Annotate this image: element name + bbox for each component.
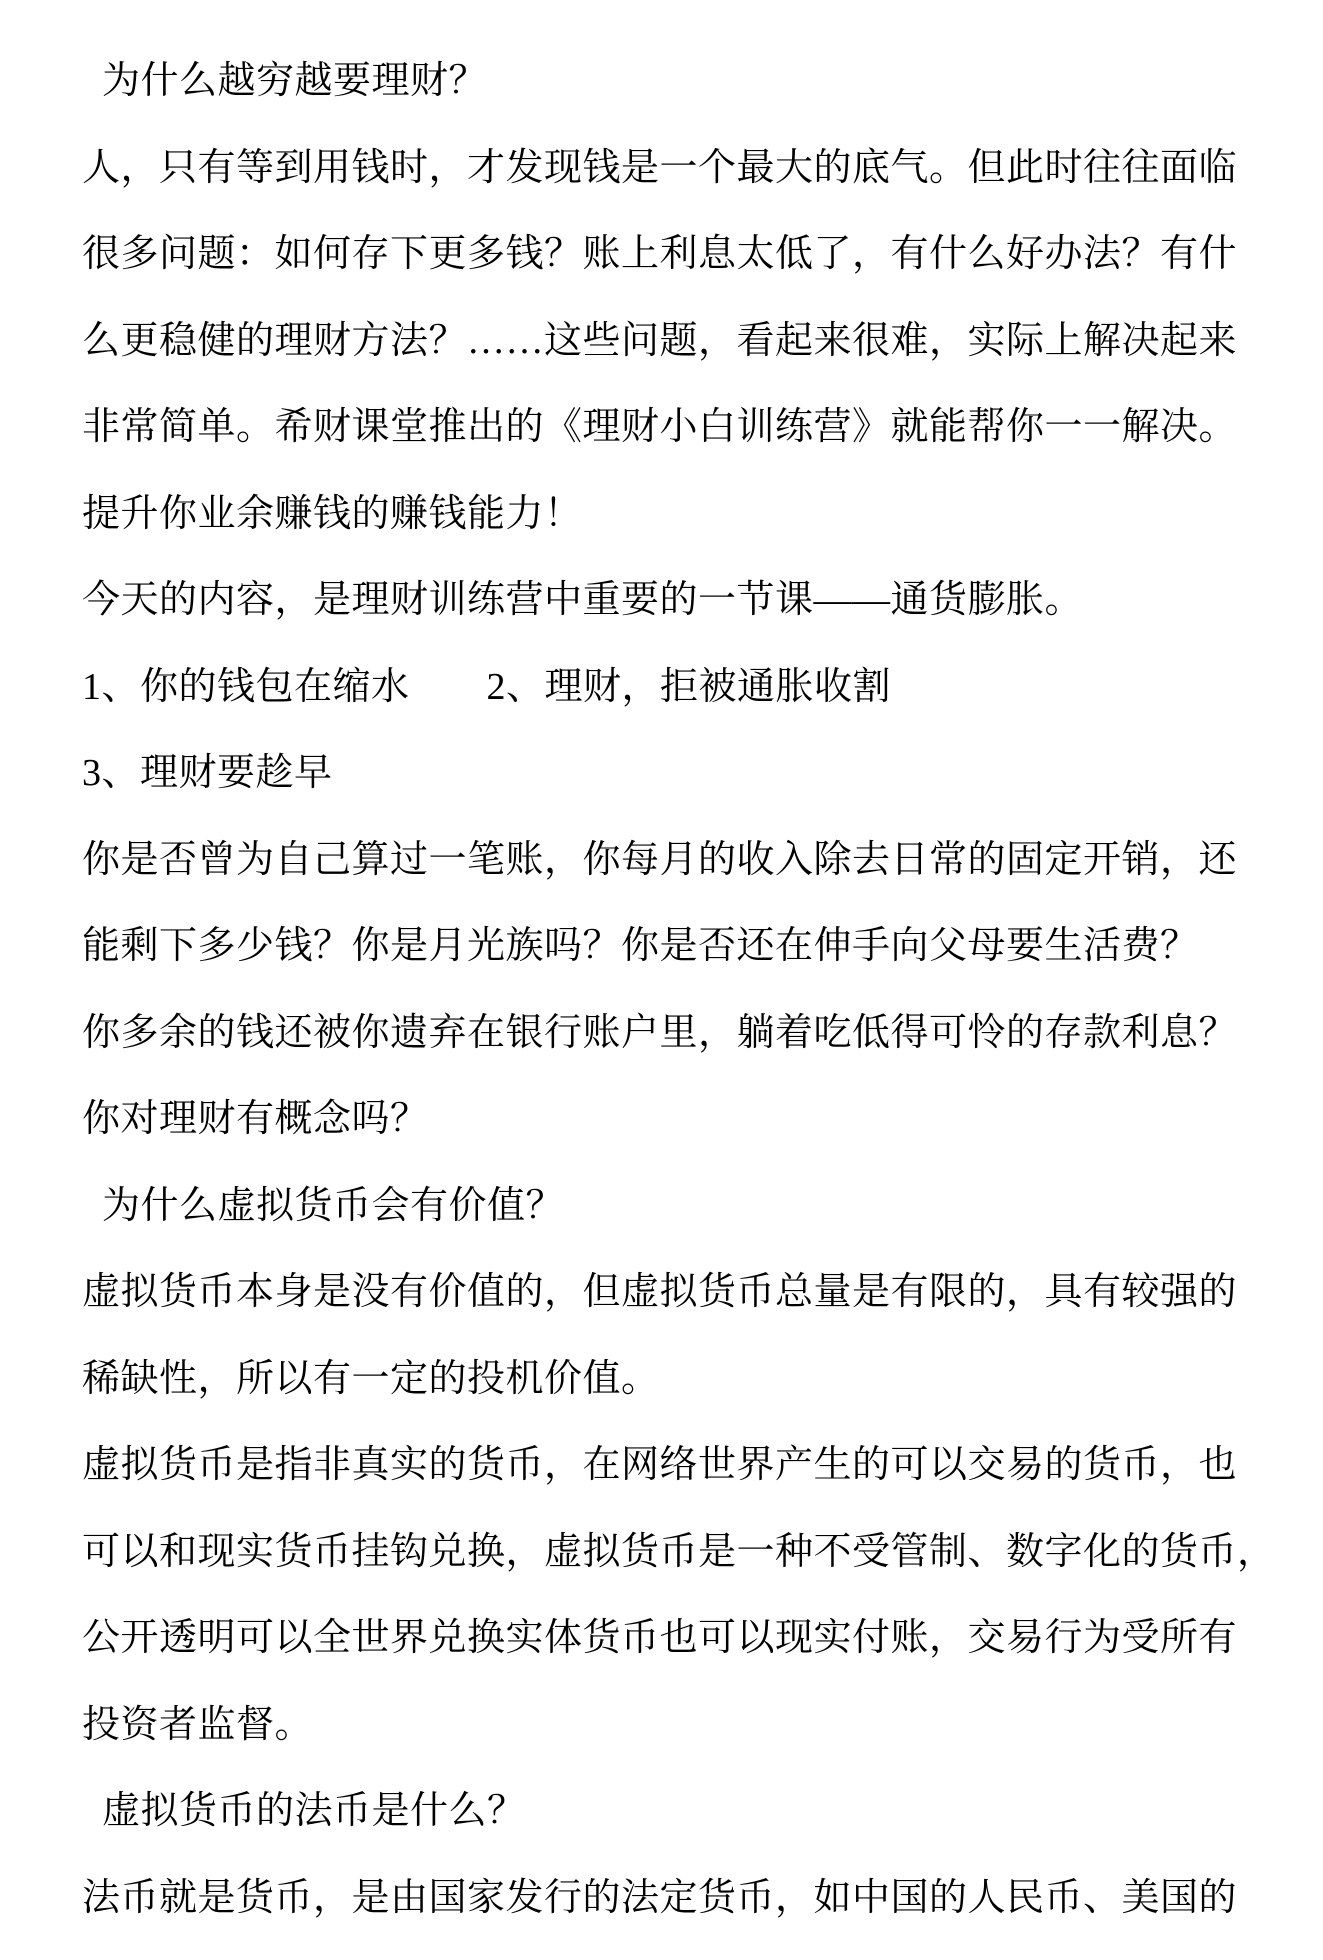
text-line: 可以和现实货币挂钩兑换，虚拟货币是一种不受管制、数字化的货币， <box>82 1530 1276 1573</box>
section-heading: 虚拟货币的法币是什么？ <box>102 1790 526 1832</box>
text-line: 非常简单。希财课堂推出的《理财小白训练营》就能帮你一一解决。 <box>82 406 1238 448</box>
text-line: 虚拟货币本身是没有价值的，但虚拟货币总量是有限的，具有较强的 <box>82 1271 1238 1313</box>
text-line: 今天的内容，是理财训练营中重要的一节课——通货膨胀。 <box>82 579 1084 621</box>
section-heading: 为什么虚拟货币会有价值？ <box>102 1184 565 1227</box>
text-line: 提升你业余赚钱的赚钱能力！ <box>82 492 583 535</box>
text-line: 人，只有等到用钱时，才发现钱是一个最大的底气。但此时往往面临 <box>82 146 1238 189</box>
text-line: 你多余的钱还被你遗弃在银行账户里，躺着吃低得可怜的存款利息？ <box>82 1011 1238 1054</box>
text-line: 么更稳健的理财方法？……这些问题，看起来很难，实际上解决起来 <box>82 319 1238 362</box>
section-heading: 为什么越穷越要理财？ <box>102 60 488 102</box>
text-line: 很多问题：如何存下更多钱？账上利息太低了，有什么好办法？有什 <box>82 233 1238 275</box>
text-line: 稀缺性，所以有一定的投机价值。 <box>82 1357 660 1400</box>
text-line: 1、你的钱包在缩水 2、理财，拒被通胀收割 <box>82 665 892 708</box>
text-line: 能剩下多少钱？你是月光族吗？你是否还在伸手向父母要生活费？ <box>82 925 1199 967</box>
text-line: 法币就是货币，是由国家发行的法定货币，如中国的人民币、美国的 <box>82 1876 1238 1919</box>
text-line: 3、理财要趁早 <box>82 752 333 794</box>
text-line: 投资者监督。 <box>82 1703 314 1746</box>
text-line: 你是否曾为自己算过一笔账，你每月的收入除去日常的固定开销，还 <box>82 838 1238 881</box>
text-line: 虚拟货币是指非真实的货币，在网络世界产生的可以交易的货币，也 <box>82 1444 1238 1486</box>
text-line: 公开透明可以全世界兑换实体货币也可以现实付账，交易行为受所有 <box>82 1617 1238 1659</box>
text-line: 你对理财有概念吗？ <box>82 1098 429 1140</box>
